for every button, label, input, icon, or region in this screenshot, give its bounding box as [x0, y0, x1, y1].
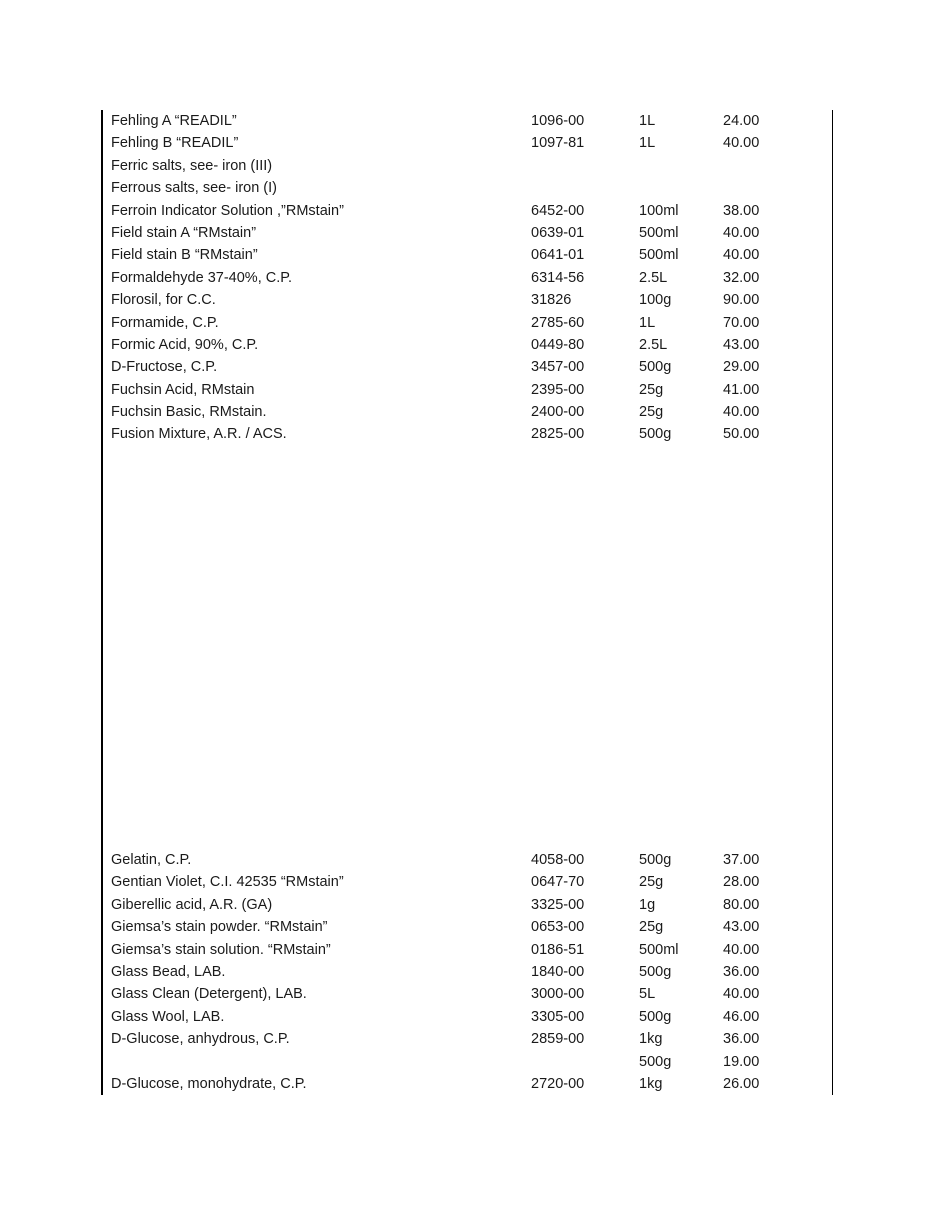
table-row: [103, 379, 832, 401]
product-name: Fuchsin Basic, RMstain.: [111, 404, 267, 421]
pack-size: 1g: [639, 896, 656, 913]
catalog-code: 0186-51: [531, 941, 585, 958]
product-name: Giberellic acid, A.R. (GA): [111, 896, 273, 913]
table-row: [103, 1051, 832, 1073]
catalog-code: 2720-00: [531, 1075, 585, 1092]
product-name: D-Glucose, anhydrous, C.P.: [111, 1031, 290, 1048]
pack-size: 25g: [639, 874, 664, 891]
table-row: [103, 961, 832, 983]
price: 24.00: [723, 113, 760, 129]
price: 46.00: [723, 1008, 760, 1025]
price: 32.00: [723, 269, 760, 286]
table-row: [103, 401, 832, 423]
pack-size: 2.5L: [639, 336, 668, 353]
price: 70.00: [723, 314, 760, 331]
product-name: Glass Wool, LAB.: [111, 1008, 225, 1025]
table-row: [103, 200, 832, 222]
product-name: Glass Clean (Detergent), LAB.: [111, 986, 307, 1003]
product-name: D-Fructose, C.P.: [111, 359, 218, 376]
price-list-frame: [101, 110, 833, 1095]
price: 19.00: [723, 1053, 760, 1070]
product-name: Giemsa’s stain solution. “RMstain”: [111, 941, 331, 958]
catalog-code: 4058-00: [531, 852, 585, 868]
catalog-code: 1096-00: [531, 113, 585, 129]
price: 50.00: [723, 426, 760, 443]
pack-size: 25g: [639, 381, 664, 398]
pack-size: 5L: [639, 986, 656, 1003]
product-name: Ferric salts, see- iron (III): [111, 157, 273, 174]
table-row: [103, 1028, 832, 1050]
catalog-code: 3000-00: [531, 986, 585, 1003]
table-row: [103, 110, 832, 132]
price: 40.00: [723, 986, 760, 1003]
price: 40.00: [723, 941, 760, 958]
catalog-code: 1097-81: [531, 135, 585, 152]
product-name: Ferrous salts, see- iron (I): [111, 180, 277, 197]
price: 36.00: [723, 963, 760, 980]
catalog-code: 2785-60: [531, 314, 585, 331]
catalog-code: 3457-00: [531, 359, 585, 376]
table-row: [103, 423, 832, 445]
price: 80.00: [723, 896, 760, 913]
product-name: Field stain A “RMstain”: [111, 224, 257, 241]
price: 40.00: [723, 404, 760, 421]
catalog-code: 2825-00: [531, 426, 585, 443]
pack-size: 100ml: [639, 202, 679, 219]
price: 38.00: [723, 202, 760, 219]
price: 40.00: [723, 135, 760, 152]
pack-size: 500ml: [639, 247, 679, 264]
catalog-code: 1840-00: [531, 963, 585, 980]
pack-size: 500ml: [639, 224, 679, 241]
price: 90.00: [723, 292, 760, 309]
table-row: [103, 939, 832, 961]
table-row: [103, 289, 832, 311]
section-f-products: [103, 110, 832, 446]
product-name: Fehling B “READIL”: [111, 135, 239, 152]
table-row: [103, 244, 832, 266]
product-name: Fusion Mixture, A.R. / ACS.: [111, 426, 287, 443]
pack-size: 1L: [639, 135, 656, 152]
product-name: Gentian Violet, C.I. 42535 “RMstain”: [111, 874, 344, 891]
pack-size: 500g: [639, 426, 672, 443]
price: 40.00: [723, 224, 760, 241]
catalog-code: 6452-00: [531, 202, 585, 219]
product-name: Gelatin, C.P.: [111, 852, 192, 868]
table-row: [103, 155, 832, 177]
table-row: [103, 871, 832, 893]
table-row: [103, 267, 832, 289]
table-row: [103, 849, 832, 871]
product-name: Formic Acid, 90%, C.P.: [111, 336, 259, 353]
table-row: [103, 312, 832, 334]
pack-size: 1L: [639, 314, 656, 331]
catalog-code: 6314-56: [531, 269, 585, 286]
table-row: [103, 1006, 832, 1028]
price: 29.00: [723, 359, 760, 376]
pack-size: 1kg: [639, 1031, 663, 1048]
table-row: [103, 916, 832, 938]
price: 28.00: [723, 874, 760, 891]
price: 36.00: [723, 1031, 760, 1048]
product-name: Formaldehyde 37-40%, C.P.: [111, 269, 293, 286]
pack-size: 500ml: [639, 941, 679, 958]
table-row: [103, 132, 832, 154]
pack-size: 25g: [639, 404, 664, 421]
product-name: Giemsa’s stain powder. “RMstain”: [111, 919, 328, 936]
table-row: [103, 1073, 832, 1095]
catalog-code: 3305-00: [531, 1008, 585, 1025]
catalog-code: 0449-80: [531, 336, 585, 353]
pack-size: 100g: [639, 292, 672, 309]
table-row: [103, 356, 832, 378]
pack-size: 2.5L: [639, 269, 668, 286]
pack-size: 500g: [639, 852, 672, 868]
product-name: Fehling A “READIL”: [111, 113, 237, 129]
product-name: D-Glucose, monohydrate, C.P.: [111, 1075, 307, 1092]
pack-size: 500g: [639, 1008, 672, 1025]
catalog-code: 0641-01: [531, 247, 585, 264]
price: 41.00: [723, 381, 760, 398]
table-row: [103, 222, 832, 244]
pack-size: 1L: [639, 113, 656, 129]
product-name: Formamide, C.P.: [111, 314, 219, 331]
table-row: [103, 177, 832, 199]
catalog-code: 0639-01: [531, 224, 585, 241]
table-row: [103, 983, 832, 1005]
price: 26.00: [723, 1075, 760, 1092]
product-name: Fuchsin Acid, RMstain: [111, 381, 255, 398]
section-g-products: [103, 849, 832, 1095]
pack-size: 500g: [639, 1053, 672, 1070]
pack-size: 500g: [639, 963, 672, 980]
price: 43.00: [723, 336, 760, 353]
catalog-code: 3325-00: [531, 896, 585, 913]
catalog-code: 0647-70: [531, 874, 585, 891]
product-name: Florosil, for C.C.: [111, 292, 216, 309]
catalog-code: 2400-00: [531, 404, 585, 421]
product-name: Field stain B “RMstain”: [111, 247, 258, 264]
product-name: Ferroin Indicator Solution ,”RMstain”: [111, 202, 344, 219]
catalog-code: 2859-00: [531, 1031, 585, 1048]
pack-size: 25g: [639, 919, 664, 936]
catalog-code: 31826: [531, 292, 572, 309]
price: 40.00: [723, 247, 760, 264]
pack-size: 500g: [639, 359, 672, 376]
catalog-code: 2395-00: [531, 381, 585, 398]
table-row: [103, 334, 832, 356]
product-name: Glass Bead, LAB.: [111, 963, 226, 980]
table-row: [103, 894, 832, 916]
pack-size: 1kg: [639, 1075, 663, 1092]
catalog-code: 0653-00: [531, 919, 585, 936]
price: 43.00: [723, 919, 760, 936]
price: 37.00: [723, 852, 760, 868]
